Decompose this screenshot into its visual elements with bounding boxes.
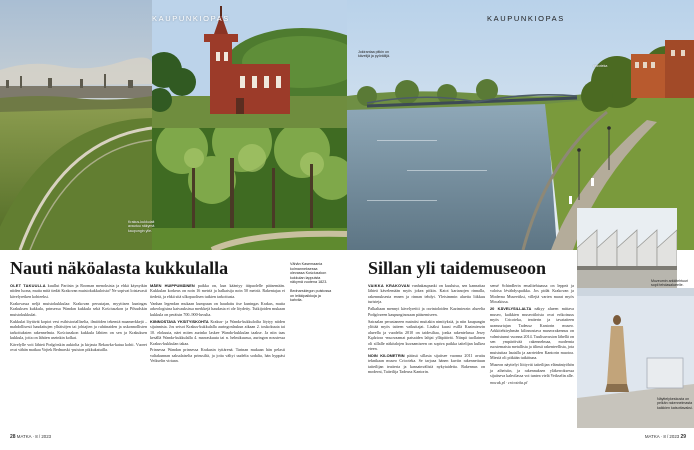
left-col2-paragraph: Vanhan legendan mukaan kumpuun on haudattu itse kuningas Krakus, mutta arkeologisina kaivauksissa merkkejä haudasta ei ole löydetty. Tutkijoiden mukaan kukkula on peräisin 700–900-luvulta. [150, 300, 285, 317]
right-subhead: NOIN KILOMETRIN [368, 352, 405, 358]
right-subhead: 20 KÄVELYSILLALTA [490, 306, 532, 312]
exhibition-caption: Näyttelykeskusta on pelkän rakennelmasta kaikkien katsottavaksi. [657, 397, 693, 410]
left-col2-paragraph: Prinsessa Wandan prinsessa Krakusin tyttärenä. Tarinan mukaan hän pelasti valtakunnan saksalaiselta prinssiltä, ja jotta vältyi uudelta sodalta, hän hyppäsi Veikselin virtaan. [150, 347, 285, 364]
right-lead-in: VAIKKA KRAKOVAN [368, 283, 410, 288]
right-col2-paragraph: Museon näyttelyt liittyvät taiteilijan elämäntyöhön ja aiheisiin, ja rakennuksen yläkerroksessa sijaitseva kahvilassa voi tuntea vielä Veikselin alle. [490, 362, 574, 379]
web-links: mocak.pl · cricoteka.pl [490, 380, 528, 386]
right-headline: Sillan yli taidemuseoon [368, 258, 547, 278]
right-column-1 [368, 283, 485, 376]
right-kicker: KAUPUNKIOPAS [487, 14, 565, 23]
right-col1-paragraph: Sairaalan perustaneen mainitsi muitakin nimityksiä, ja niin kaupungin ylittää myös taiteen vaikuttajat. Lisäksi kuusi esillä Kazimierzin alueella ja vuodelta 2010 on taidesiltaa, jonka rakentelussa Jerzy Kędziora -muovaamat patsaiden lahjat ylläpitävät. Niinpä tuollainen oli sillalle näköalojen kuvaamiseen on sopiva paikka taitelijan kulkea eteen. [368, 318, 485, 351]
left-kicker: KAUPUNKIOPAS [152, 14, 230, 23]
right-col1-paragraph: vanhakaupunki on kuuluisa, sen kannattaa lähteä kävelemään myös jokea pitkin. Katot kartanojen rinnalla, rakennuksesta ennen ja rinnan tehdyt. Yleisimmin aluetta liikkuu turisteja. [368, 283, 485, 305]
left-col1-paragraph: Kukkulat löytävät kopiot vesi esihistorialliselta, ilmiöiden tekemiä maamerkkejä – mahdollisesti haudattujen ylhäisöjen tai johtajien ja ruhtinaiden ja uskonnollisten tarkoituksten rakennelmia. Kościuszkon kukkula lähtien on sen ja Krakuksen kukkula, joita on lähtien useinkin kolkat. [10, 318, 147, 341]
fort-tower-photo [152, 0, 347, 128]
left-column-2 [150, 283, 285, 365]
left-headline: Nauti näköalasta kukkulalla [10, 258, 229, 278]
right-col1-paragraph: Palkaltaan mennyt kävelyreitti ja ravintoloiden Kazimierzin alueelta Podgórzeen kaupunginosaan pääsemiseen. [368, 306, 485, 317]
mocak-building-photo [577, 208, 677, 288]
krakus-mound-photo [0, 0, 152, 250]
left-lead-in: OLET TAKUULLA [10, 283, 46, 288]
left-col1-paragraph: kuullut Pariisin ja Rooman menoksista ja ehkä käynytkin niiden luona, mutta mitä tiedät Krakovan muistokukkuloista? Ne sopivat loistavasti kävelyretken kohteeksi. [10, 283, 147, 299]
left-page-number: 28 [10, 434, 16, 440]
left-col1-paragraph: Krakovassa neljä muistokukkulaa: Krakovan perustajan, myyttisen kuningas Krakuksen kukkula, prinsessa Wandan kukkula sekä Kościuszkon ja Piłsudskin muistokukkulat. [10, 300, 147, 317]
left-subhead: KIINNOSTAVA YKSITYISKOHTA [150, 318, 209, 324]
left-col2-paragraph: Krakus- ja Wanda-kukkuloilta löytyy niiden sijainnista. Jos seisot Krakus-kukkulalla auringonlaskun aikaan 2. toukokuuta tai 10. elokuuta, näet miten aurinko laskee Wanda-kukkulan taakse. Ja niin taas kesällä Wanda-kukkulalla 4. marraskuuta tai n. helmikuussa, auringon noustessa Krakus-kukkulan takaa. [150, 318, 285, 346]
left-side-captions [290, 262, 332, 307]
left-col1-paragraph: Kävelylle voit lähteä Podgórskin aukiolta ja kirjasta Rekawka-katua kohti. Vuoret ovat vähän matkaa Vojtek Bednarski -puiston pikkukatuilla. [10, 342, 147, 353]
right-column-2 [490, 283, 574, 387]
left-column-1 [10, 283, 147, 354]
riverside-caption: Jokirantaa pitkin on kävelijä ja pyöräilijä. [358, 50, 390, 59]
right-page [347, 0, 694, 450]
left-subhead: MÄEN HUIPPUMÄINEN [150, 283, 195, 288]
right-folio-text: MATKA · 8 / 2023 [644, 434, 680, 439]
right-col2-paragraph: näkyy alueen mittava museo, kaikkien museotiloista ovat erikoisuus myös Cricoteka, teatterin ja tavataiteen uranuurtajan Tadeusz Kantorin museo. Arkkitehtiryhmän kilinnostava museorakennus on valmistunut vuonna 2014. Tuulisuvuston lähellä on sen ympäröivää rakennelmaa, modernia ruostemaista metallista ja tilinsä rakenteellista, jota muistuttaa lautalla ja aarrteiden Kantorin muotoa. Miestä oli pitkään tutkittuna. [490, 306, 574, 361]
right-col2-paragraph: sensé Schindlerin emalitehtaassa on leppeä ja valoisa lévähdyspaikka. Jos pidät Krakovan ja Moderna Museetiksi, villejtä varten marat myös Mocakissa. [490, 283, 574, 305]
side-caption: Bednarskiegon puistossa on leikkipaikkoja ja kahvila. [290, 288, 332, 303]
left-folio [10, 434, 51, 440]
side-caption: Vähän Kasemaania kolmanneksessa olevassa Kościuszkon kukkulan lappuista näkymä vuotena 1823. [290, 262, 328, 285]
right-col1-paragraph: päässä sillasta sijaitsee vuonna 2011 avattu teknikaan museo Cricoteka. Se tarjoaa hänen kuviin rakennettuun taiteilijan teatteria ja kansainvälistä nykytaidetta. Rakennus on moderni, Taiteilija Tadeusz Kantorin. [368, 352, 485, 375]
right-folio [645, 434, 686, 440]
left-folio-text: MATKA · 8 / 2023 [16, 434, 52, 439]
left-col2-paragraph: paikka on, kun kääntyy itäpuolelle pääsemään. Kukkulan korkeus on noin 16 metriä ja halkaisija noin 50 metriä. Rakentajaa ei tiedetä, ja ehkä sitä ulkopuolisen tutkien tarkoitusta. [150, 283, 285, 299]
mound-photo-caption: Krakus-kukkulalt avautuu näkymä kaupungin ylle. [128, 220, 155, 233]
mocak-caption: Muzeumin arkkitehtuuri sopii tehdasalueelle. [651, 279, 689, 288]
right-page-number: 29 [680, 434, 686, 440]
park-trees-photo [152, 128, 347, 250]
building-sign: cricoteka [593, 64, 608, 68]
